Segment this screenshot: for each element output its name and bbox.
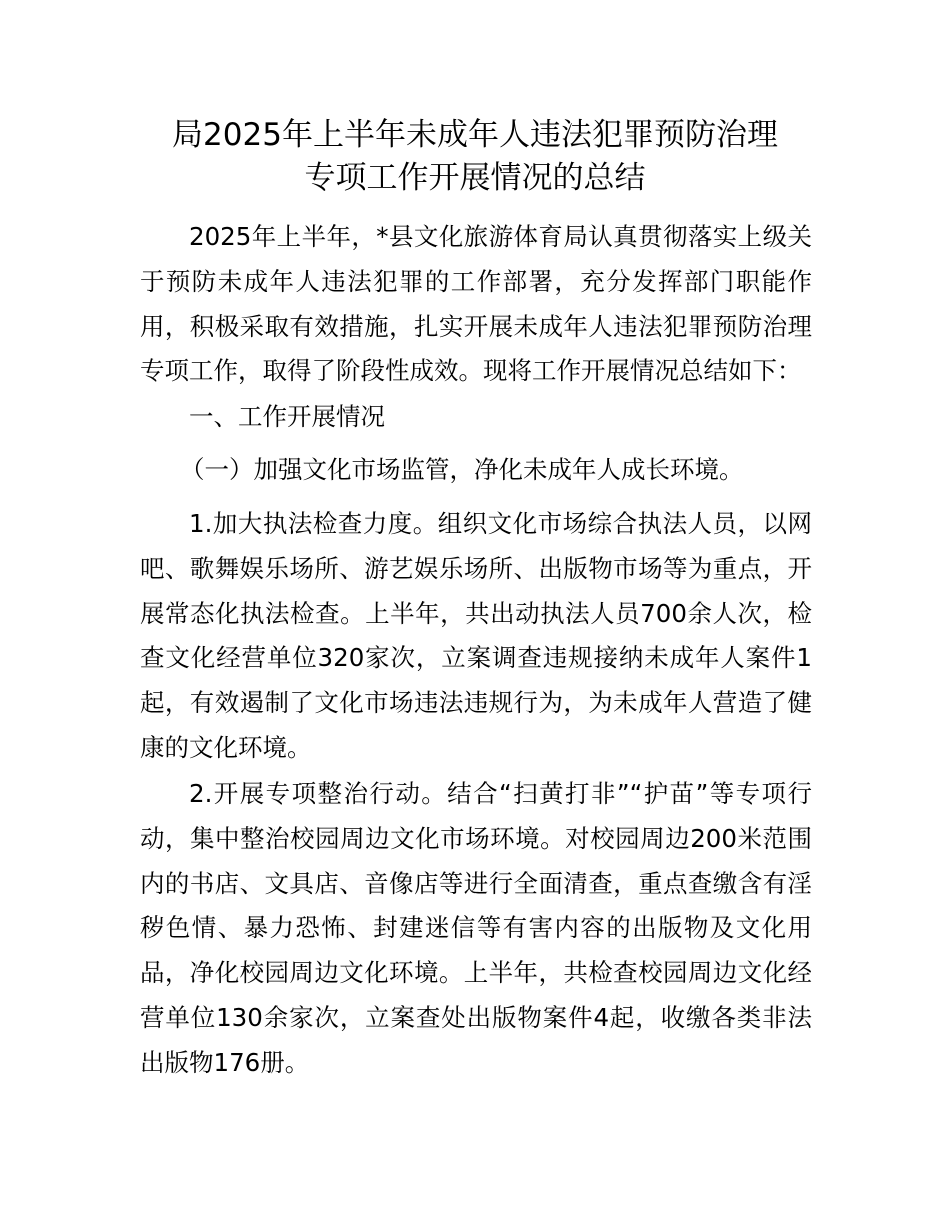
document-title-line-2: 专项工作开展情况的总结	[304, 160, 646, 196]
item-2-paragraph: 2.开展专项整治行动。结合“扫黄打非”“护苗”等专项行动，集中整治校园周边文化市场环境。对校园周边200米范围内的书店、文具店、音像店等进行全面清查，重点查缴含有淫秽色情、暴力恐怖、封建迷信等有害内容的出版物及文化用品，净化校园周边文化环境。上半年，共检查校园周边文化经营单位130余家次，立案查处出版物案件4起，收缴各类非法出版物176册。	[140, 779, 812, 1077]
section-heading: 一、工作开展情况	[189, 402, 385, 431]
subsection-heading: （一）加强文化市场监管，净化未成年人成长环境。	[180, 455, 744, 484]
item-1-paragraph: 1.加大执法检查力度。组织文化市场综合执法人员，以网吧、歌舞娱乐场所、游艺娱乐场所、出版物市场等为重点，开展常态化执法检查。上半年，共出动执法人员700余人次，检查文化经营单位320家次，立案调查违规接纳未成年人案件1起，有效遏制了文化市场违法违规行为，为未成年人营造了健康的文化环境。	[140, 509, 812, 762]
intro-paragraph: 2025年上半年，*县文化旅游体育局认真贯彻落实上级关于预防未成年人违法犯罪的工作部署，充分发挥部门职能作用，积极采取有效措施，扎实开展未成年人违法犯罪预防治理专项工作，取得了阶段性成效。现将工作开展情况总结如下：	[140, 222, 812, 386]
document-title-line-1: 局2025年上半年未成年人违法犯罪预防治理	[172, 117, 778, 153]
